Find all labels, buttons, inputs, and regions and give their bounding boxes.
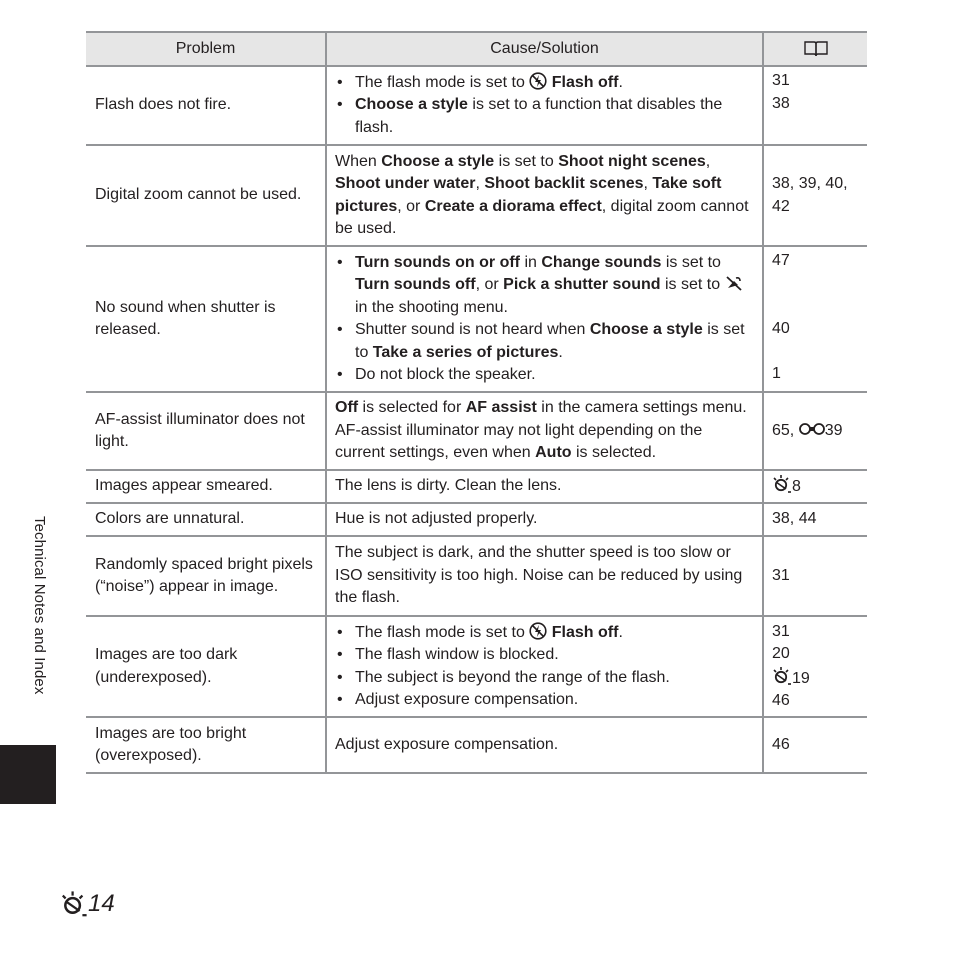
list-item: • Adjust exposure compensation. <box>355 689 754 712</box>
list-item: • The subject is beyond the range of the flash. <box>355 667 754 690</box>
problem-cell: Images appear smeared. <box>86 470 326 503</box>
reference-section-icon <box>799 422 825 436</box>
mute-icon <box>725 274 743 292</box>
header-cause-solution: Cause/Solution <box>326 32 763 66</box>
page-number: 14 <box>60 890 115 918</box>
table-row <box>86 470 867 503</box>
technical-notes-icon <box>772 474 792 494</box>
problem-cell: Flash does not fire. <box>86 66 326 145</box>
problem-cell: Images are too bright (overexposed). <box>86 717 326 773</box>
cause-cell: The lens is dirty. Clean the lens. <box>326 470 763 503</box>
cause-cell <box>326 246 763 392</box>
troubleshooting-table <box>86 31 867 774</box>
header-page-reference <box>763 32 867 66</box>
problem-cell: No sound when shutter is released. <box>86 246 326 392</box>
page-cell: 38, 39, 40, 42 <box>763 145 867 246</box>
cause-cell: The subject is dark, and the shutter speed is too slow or ISO sensitivity is too high. Noise can be reduced by using the flash. <box>326 536 763 616</box>
cause-cell <box>326 66 763 145</box>
list-item: • Do not block the speaker. <box>355 364 754 387</box>
list-item: • Shutter sound is not heard when Choose a style is set to Take a series of pictures. <box>355 319 754 364</box>
problem-cell: Colors are unnatural. <box>86 503 326 536</box>
list-item: • Turn sounds on or off in Change sounds is set to Turn sounds off, or Pick a shutter sound is set to in the shooting menu. <box>355 252 754 320</box>
page-cell: 47 40 1 <box>763 246 867 392</box>
table-row <box>86 503 867 536</box>
table-row <box>86 66 867 145</box>
page-cell: 31 38 <box>763 66 867 145</box>
table-row <box>86 717 867 773</box>
flash-off-icon <box>529 72 547 90</box>
side-section-tab <box>0 745 56 804</box>
technical-notes-icon <box>60 890 88 918</box>
page-cell: 31 <box>763 536 867 616</box>
cause-cell: Off is selected for AF assist in the camera settings menu. AF-assist illuminator may not light depending on the current settings, even when Auto is selected. <box>326 392 763 470</box>
list-item: • The flash mode is set to Flash off. <box>355 622 754 645</box>
list-item: • The flash window is blocked. <box>355 644 754 667</box>
page-cell: 65, 39 <box>763 392 867 470</box>
list-item: • Choose a style is set to a function that disables the flash. <box>355 94 754 139</box>
flash-off-icon <box>529 622 547 640</box>
book-icon <box>803 40 829 58</box>
cause-cell: Hue is not adjusted properly. <box>326 503 763 536</box>
table-header-row <box>86 32 867 66</box>
problem-cell: Digital zoom cannot be used. <box>86 145 326 246</box>
problem-cell: Randomly spaced bright pixels (“noise”) appear in image. <box>86 536 326 616</box>
page-cell: 46 <box>763 717 867 773</box>
header-problem: Problem <box>86 32 326 66</box>
list-item: • The flash mode is set to Flash off. <box>355 72 754 95</box>
cause-cell: When Choose a style is set to Shoot night scenes, Shoot under water, Shoot backlit scenes, Take soft pictures, or Create a diorama effect, digital zoom cannot be used. <box>326 145 763 246</box>
cause-cell: Adjust exposure compensation. <box>326 717 763 773</box>
cause-cell <box>326 616 763 717</box>
table-row <box>86 246 867 392</box>
table-row <box>86 145 867 246</box>
table-row <box>86 392 867 470</box>
problem-cell: Images are too dark (underexposed). <box>86 616 326 717</box>
problem-cell: AF-assist illuminator does not light. <box>86 392 326 470</box>
page-cell: 38, 44 <box>763 503 867 536</box>
technical-notes-icon <box>772 666 792 686</box>
side-section-label: Technical Notes and Index <box>31 516 48 695</box>
page-cell: 8 <box>763 470 867 503</box>
table-row <box>86 536 867 616</box>
page-cell: 31 20 19 46 <box>763 616 867 717</box>
table-row <box>86 616 867 717</box>
